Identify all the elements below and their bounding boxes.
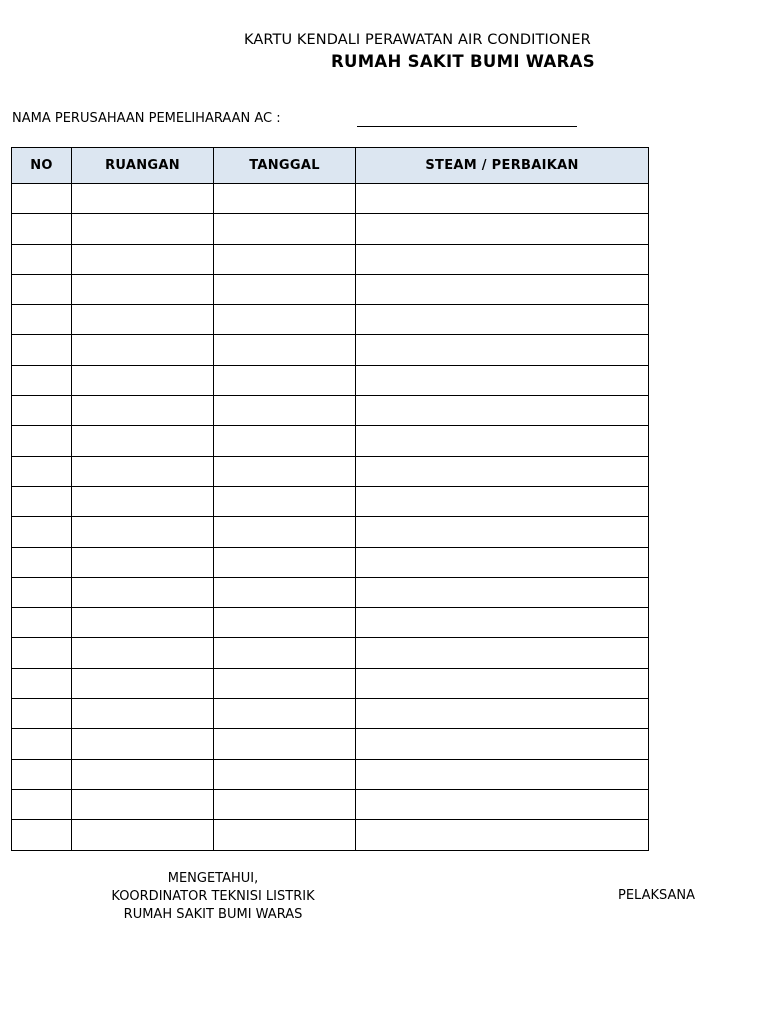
- table-cell: [12, 759, 72, 789]
- table-cell: [12, 668, 72, 698]
- table-cell: [12, 729, 72, 759]
- table-row: [12, 517, 649, 547]
- table-cell: [356, 184, 649, 214]
- table-cell: [72, 214, 214, 244]
- table-cell: [214, 699, 356, 729]
- table-row: [12, 547, 649, 577]
- table-cell: [214, 668, 356, 698]
- document-title: KARTU KENDALI PERAWATAN AIR CONDITIONER: [244, 32, 591, 48]
- table-row: [12, 305, 649, 335]
- table-cell: [12, 608, 72, 638]
- column-header-steam-perbaikan: STEAM / PERBAIKAN: [356, 148, 649, 184]
- signature-executor-title: PELAKSANA: [618, 888, 696, 903]
- table-row: [12, 456, 649, 486]
- table-row: [12, 486, 649, 516]
- table-row: [12, 577, 649, 607]
- table-cell: [72, 335, 214, 365]
- table-cell: [214, 305, 356, 335]
- table-cell: [214, 274, 356, 304]
- table-cell: [356, 608, 649, 638]
- table-cell: [72, 396, 214, 426]
- table-cell: [214, 608, 356, 638]
- table-row: [12, 699, 649, 729]
- table-cell: [356, 335, 649, 365]
- table-row: [12, 426, 649, 456]
- table-cell: [214, 759, 356, 789]
- table-cell: [356, 729, 649, 759]
- table-cell: [356, 426, 649, 456]
- table-cell: [72, 789, 214, 819]
- table-cell: [12, 305, 72, 335]
- maintenance-table: [11, 147, 649, 851]
- table-cell: [356, 820, 649, 850]
- table-cell: [356, 486, 649, 516]
- table-cell: [214, 214, 356, 244]
- table-body: [12, 184, 649, 851]
- table-cell: [356, 365, 649, 395]
- table-cell: [356, 517, 649, 547]
- signature-block-executor: [618, 888, 695, 903]
- table-cell: [12, 789, 72, 819]
- signature-coordinator-title: KOORDINATOR TEKNISI LISTRIK: [111, 889, 315, 904]
- table-cell: [72, 365, 214, 395]
- table-cell: [214, 456, 356, 486]
- table-cell: [12, 426, 72, 456]
- table-row: [12, 668, 649, 698]
- table-cell: [12, 365, 72, 395]
- table-row: [12, 820, 649, 850]
- table-cell: [356, 577, 649, 607]
- table-row: [12, 759, 649, 789]
- table-cell: [356, 274, 649, 304]
- table-cell: [214, 577, 356, 607]
- table-cell: [12, 335, 72, 365]
- table-row: [12, 335, 649, 365]
- table-row: [12, 638, 649, 668]
- signature-block-coordinator: [62, 870, 364, 924]
- table-cell: [72, 184, 214, 214]
- column-header-tanggal: TANGGAL: [214, 148, 356, 184]
- table-cell: [214, 396, 356, 426]
- table-cell: [12, 244, 72, 274]
- table-cell: [12, 456, 72, 486]
- table-cell: [214, 486, 356, 516]
- signature-coordinator-org: RUMAH SAKIT BUMI WARAS: [123, 907, 303, 922]
- table-cell: [72, 759, 214, 789]
- table-cell: [12, 396, 72, 426]
- table-cell: [356, 214, 649, 244]
- table-cell: [214, 517, 356, 547]
- table-cell: [12, 214, 72, 244]
- table-cell: [72, 456, 214, 486]
- table-cell: [12, 577, 72, 607]
- table-row: [12, 365, 649, 395]
- table-cell: [214, 638, 356, 668]
- table-row: [12, 244, 649, 274]
- table-cell: [72, 426, 214, 456]
- table-cell: [72, 729, 214, 759]
- table-cell: [356, 638, 649, 668]
- table-cell: [356, 699, 649, 729]
- table-row: [12, 396, 649, 426]
- table-cell: [356, 244, 649, 274]
- table-cell: [214, 820, 356, 850]
- company-name-blank-line: [357, 126, 577, 127]
- table-cell: [12, 820, 72, 850]
- table-cell: [356, 456, 649, 486]
- table-row: [12, 608, 649, 638]
- table-cell: [214, 426, 356, 456]
- table-cell: [72, 305, 214, 335]
- table-cell: [72, 608, 214, 638]
- table-cell: [72, 668, 214, 698]
- table-cell: [72, 244, 214, 274]
- table-cell: [12, 184, 72, 214]
- table-cell: [214, 365, 356, 395]
- table-row: [12, 789, 649, 819]
- company-name-label: NAMA PERUSAHAAN PEMELIHARAAN AC :: [12, 111, 281, 126]
- table-cell: [72, 486, 214, 516]
- table-cell: [356, 789, 649, 819]
- table-cell: [12, 638, 72, 668]
- table-cell: [356, 668, 649, 698]
- table-cell: [72, 577, 214, 607]
- table-row: [12, 274, 649, 304]
- table-cell: [12, 547, 72, 577]
- table-cell: [72, 638, 214, 668]
- table-row: [12, 184, 649, 214]
- table-cell: [214, 335, 356, 365]
- table-cell: [72, 517, 214, 547]
- table-cell: [214, 184, 356, 214]
- table-cell: [72, 699, 214, 729]
- table-row: [12, 729, 649, 759]
- table-cell: [214, 789, 356, 819]
- table-cell: [356, 305, 649, 335]
- column-header-no: NO: [12, 148, 72, 184]
- table-row: [12, 214, 649, 244]
- table-cell: [214, 547, 356, 577]
- table-cell: [356, 396, 649, 426]
- table-cell: [72, 547, 214, 577]
- signature-acknowledged-label: MENGETAHUI,: [167, 871, 259, 886]
- table-header-row: [12, 148, 649, 184]
- table-cell: [12, 274, 72, 304]
- table-cell: [356, 759, 649, 789]
- table-cell: [12, 699, 72, 729]
- table-cell: [214, 729, 356, 759]
- table-cell: [72, 820, 214, 850]
- hospital-name: RUMAH SAKIT BUMI WARAS: [331, 52, 595, 71]
- column-header-ruangan: RUANGAN: [72, 148, 214, 184]
- table-cell: [214, 244, 356, 274]
- table-cell: [12, 517, 72, 547]
- table-cell: [72, 274, 214, 304]
- table-cell: [356, 547, 649, 577]
- table-cell: [12, 486, 72, 516]
